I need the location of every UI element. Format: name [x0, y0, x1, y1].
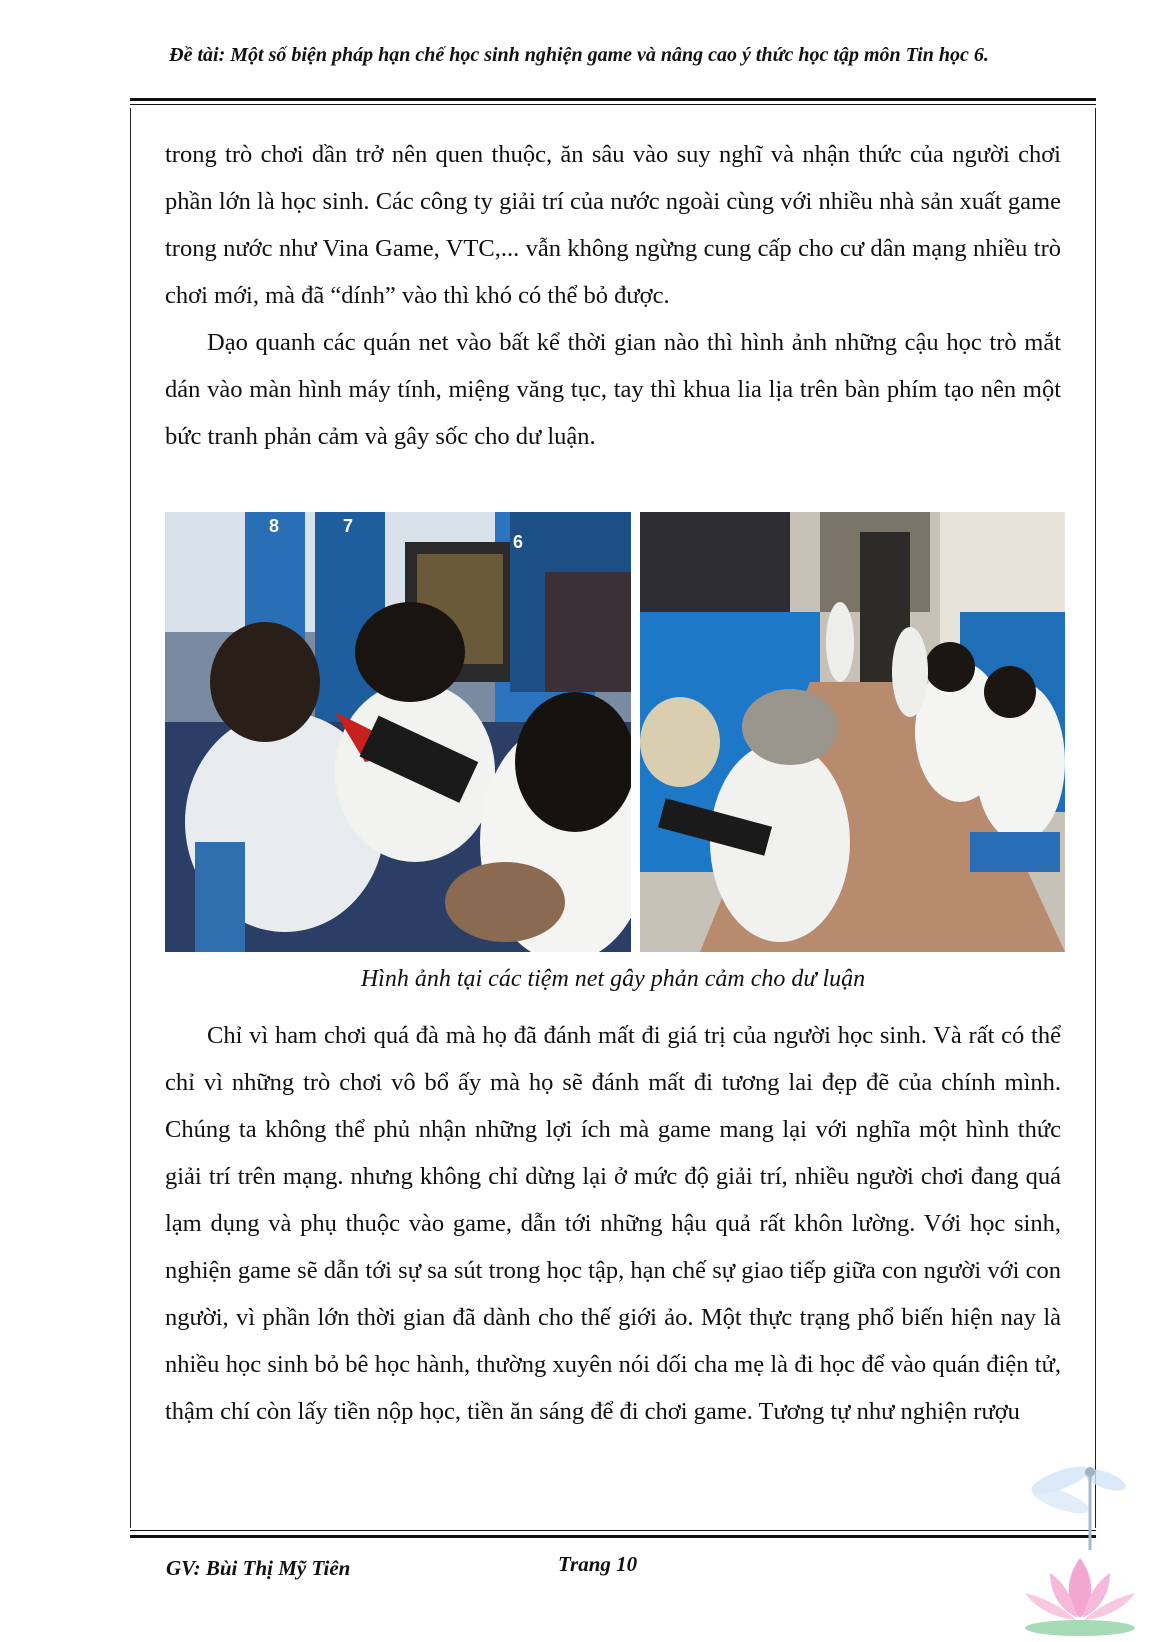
document-header-title: Đề tài: Một số biện pháp hạn chế học sinh nghiện game và nâng cao ý thức học tập môn Tin học 6.	[169, 44, 989, 66]
footer-teacher-name: GV: Bùi Thị Mỹ Tiên	[166, 1556, 351, 1580]
booth-number-7: 7	[343, 516, 354, 536]
lotus-flower-icon	[1010, 1548, 1150, 1642]
booth-number-8: 8	[269, 516, 280, 536]
body-text-bottom	[165, 1012, 1061, 1435]
booth-number-6: 6	[513, 532, 524, 552]
photo-internet-cafe-left	[165, 512, 631, 952]
header-rule-thin	[130, 104, 1096, 105]
footer-rule-thick	[130, 1535, 1096, 1538]
paragraph-3: Chỉ vì ham chơi quá đà mà họ đã đánh mất đi giá trị của người học sinh. Và rất có thể chỉ vì những trò chơi vô bổ ấy mà họ sẽ đánh mất đi tương lai đẹp đẽ của chính mình. Chúng ta không thể phủ nhận những lợi ích mà game mang lại với nghĩa một hình thức giải trí trên mạng. nhưng không chỉ dừng lại ở mức độ giải trí, nhiều người chơi đang quá lạm dụng và phụ thuộc vào game, dẫn tới những hậu quả rất khôn lường. Với học sinh, nghiện game sẽ dẫn tới sự sa sút trong học tập, hạn chế sự giao tiếp giữa con người với con người, vì phần lớn thời gian đã dành cho thế giới ảo. Một thực trạng phổ biến hiện nay là nhiều học sinh bỏ bê học hành, thường xuyên nói dối cha mẹ là đi học để vào quán điện tử, thậm chí còn lấy tiền nộp học, tiền ăn sáng để đi chơi game. Tương tự như nghiện rượu	[165, 1022, 1061, 1425]
paragraph-2: Dạo quanh các quán net vào bất kể thời gian nào thì hình ảnh những cậu học trò mắt dán vào màn hình máy tính, miệng văng tục, tay thì khua lia lịa trên bàn phím tạo nên một bức tranh phản cảm và gây sốc cho dư luận.	[165, 329, 1061, 450]
photo-internet-cafe-right	[640, 512, 1065, 952]
paragraph-1: trong trò chơi dần trở nên quen thuộc, ăn sâu vào suy nghĩ và nhận thức của người chơi phần lớn là học sinh. Các công ty giải trí của nước ngoài cùng với nhiều nhà sản xuất game trong nước như Vina Game, VTC,... vẫn không ngừng cung cấp cho cư dân mạng nhiều trò chơi mới, mà đã “dính” vào thì khó có thể bỏ được.	[165, 141, 1061, 309]
header-rule-thick	[130, 98, 1096, 101]
body-text-top	[165, 131, 1061, 460]
footer-rule-thin	[130, 1530, 1096, 1531]
figure-caption: Hình ảnh tại các tiệm net gây phản cảm cho dư luận	[360, 966, 866, 992]
footer-page-number: Trang 10	[558, 1552, 638, 1576]
